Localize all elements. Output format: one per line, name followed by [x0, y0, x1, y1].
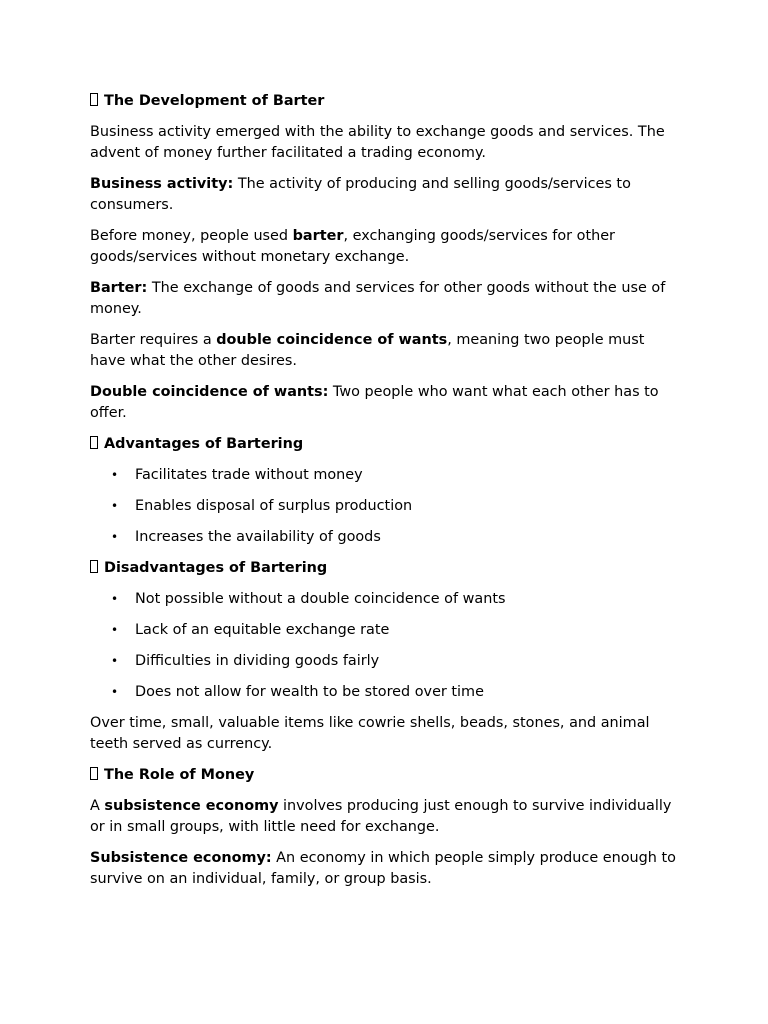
- definition-barter: [90, 278, 682, 320]
- section-heading-development: [90, 91, 682, 112]
- heading-text: The Role of Money: [104, 767, 255, 783]
- bullet-icon: •: [111, 530, 119, 544]
- bullet-icon: •: [111, 623, 119, 637]
- box-glyph-icon: [90, 560, 98, 573]
- list-item: [90, 527, 682, 548]
- paragraph: [90, 796, 682, 838]
- list-item-text: Difficulties in dividing goods fairly: [135, 653, 380, 669]
- document-body: [90, 91, 682, 900]
- definition-term: Subsistence economy:: [90, 850, 272, 866]
- emphasis: double coincidence of wants: [216, 332, 448, 348]
- paragraph: Business activity emerged with the ability to exchange goods and services. The advent of money further facilitated a trading economy.: [90, 124, 665, 161]
- list-item-text: Lack of an equitable exchange rate: [135, 622, 390, 638]
- text-span: , exchanging goods/services for other goods/services without monetary exchange.: [90, 228, 615, 265]
- list-item-text: Increases the availability of goods: [135, 529, 381, 545]
- text-span: A: [90, 798, 105, 814]
- bullet-icon: •: [111, 685, 119, 699]
- paragraph: [90, 330, 682, 372]
- list-item-text: Not possible without a double coincidence of wants: [135, 591, 506, 607]
- text-span: involves producing just enough to survive individually or in small groups, with little need for exchange.: [90, 798, 672, 835]
- emphasis: subsistence economy: [104, 798, 279, 814]
- section-heading-advantages: [90, 434, 682, 455]
- list-item: [90, 682, 682, 703]
- list-item-text: Facilitates trade without money: [135, 467, 363, 483]
- list-item: [90, 651, 682, 672]
- advantages-list: [90, 465, 682, 548]
- box-glyph-icon: [90, 767, 98, 780]
- definition-text: The activity of producing and selling goods/services to consumers.: [90, 176, 631, 213]
- definition-text: An economy in which people simply produce enough to survive on an individual, family, or group basis.: [90, 850, 676, 887]
- section-heading-money: [90, 765, 682, 786]
- list-item: [90, 589, 682, 610]
- bullet-icon: •: [111, 468, 119, 482]
- heading-text: The Development of Barter: [104, 93, 325, 109]
- definition-text: Two people who want what each other has to offer.: [90, 384, 659, 421]
- text-span: , meaning two people must have what the other desires.: [90, 332, 645, 369]
- list-item: [90, 496, 682, 517]
- emphasis: barter: [292, 228, 344, 244]
- definition-text: The exchange of goods and services for other goods without the use of money.: [90, 280, 666, 317]
- list-item-text: Does not allow for wealth to be stored over time: [135, 684, 484, 700]
- text-span: Before money, people used: [90, 228, 293, 244]
- bullet-icon: •: [111, 499, 119, 513]
- definition-business-activity: [90, 174, 682, 216]
- bullet-icon: •: [111, 654, 119, 668]
- text-span: Barter requires a: [90, 332, 217, 348]
- list-item: [90, 465, 682, 486]
- definition-term: Barter:: [90, 280, 148, 296]
- definition-term: Double coincidence of wants:: [90, 384, 329, 400]
- definition-double-coincidence: [90, 382, 682, 424]
- list-item: [90, 620, 682, 641]
- disadvantages-list: [90, 589, 682, 703]
- definition-term: Business activity:: [90, 176, 234, 192]
- bullet-icon: •: [111, 592, 119, 606]
- heading-text: Advantages of Bartering: [104, 436, 304, 452]
- heading-text: Disadvantages of Bartering: [104, 560, 328, 576]
- paragraph: Over time, small, valuable items like cowrie shells, beads, stones, and animal teeth served as currency.: [90, 715, 650, 752]
- paragraph: [90, 226, 682, 268]
- box-glyph-icon: [90, 93, 98, 106]
- box-glyph-icon: [90, 436, 98, 449]
- list-item-text: Enables disposal of surplus production: [135, 498, 413, 514]
- definition-subsistence-economy: [90, 848, 682, 890]
- section-heading-disadvantages: [90, 558, 682, 579]
